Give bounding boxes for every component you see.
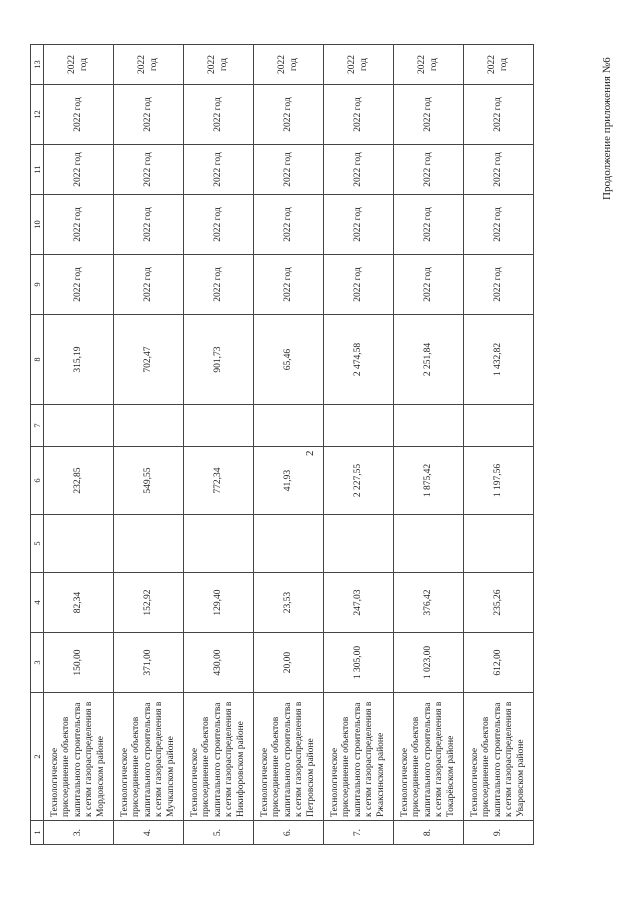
table-cell: 430,00 xyxy=(184,633,254,693)
table-cell: 2022 год xyxy=(464,45,534,85)
table-cell: 2022 год xyxy=(44,195,114,255)
table-cell: 2022 год xyxy=(184,145,254,195)
row-name-cell: Технологическое присоединение объектов капитального строительства к сетям газораспределения в Ржаксинском районе xyxy=(324,693,394,821)
table-cell: 2022 год xyxy=(184,195,254,255)
table-cell: 65,46 xyxy=(254,315,324,405)
row-name-cell: Технологическое присоединение объектов капитального строительства к сетям газораспределения в Петровском районе xyxy=(254,693,324,821)
row-number-cell: 8. xyxy=(394,821,464,845)
table-cell xyxy=(324,405,394,447)
table-cell: 549,55 xyxy=(114,447,184,515)
table-row xyxy=(254,45,324,845)
row-number-cell: 5. xyxy=(184,821,254,845)
table-cell: 2022 год xyxy=(254,45,324,85)
table-cell: 2022 год xyxy=(464,145,534,195)
column-number: 4 xyxy=(31,573,44,633)
table-cell: 1 432,82 xyxy=(464,315,534,405)
table-cell: 2 251,84 xyxy=(394,315,464,405)
table-cell: 2022 год xyxy=(324,145,394,195)
row-number-cell: 7. xyxy=(324,821,394,845)
column-number: 9 xyxy=(31,255,44,315)
table-cell xyxy=(394,515,464,573)
table-row xyxy=(44,45,114,845)
table-cell: 2022 год xyxy=(114,145,184,195)
table-cell: 2022 год xyxy=(394,255,464,315)
table-cell: 2022 год xyxy=(254,195,324,255)
table-cell xyxy=(324,515,394,573)
table-cell: 82,34 xyxy=(44,573,114,633)
table-cell: 2022 год xyxy=(254,145,324,195)
row-name-cell: Технологическое присоединение объектов капитального строительства к сетям газораспределения в Мучкапском районе xyxy=(114,693,184,821)
column-number-row xyxy=(31,45,44,845)
column-number: 2 xyxy=(31,693,44,821)
row-name-cell: Технологическое присоединение объектов капитального строительства к сетям газораспределения в Никифоровском районе xyxy=(184,693,254,821)
table-cell: 2022 год xyxy=(324,255,394,315)
table-cell: 2022 год xyxy=(324,45,394,85)
row-number-cell: 6. xyxy=(254,821,324,845)
table-cell: 2022 год xyxy=(394,85,464,145)
appendix-title: Продолжение приложения №6 xyxy=(601,57,613,200)
table-cell: 772,34 xyxy=(184,447,254,515)
table-cell: 2 227,55 xyxy=(324,447,394,515)
table-cell: 23,53 xyxy=(254,573,324,633)
table-cell xyxy=(254,405,324,447)
table-cell xyxy=(464,515,534,573)
table-cell: 901,73 xyxy=(184,315,254,405)
table-row xyxy=(324,45,394,845)
table-cell: 247,03 xyxy=(324,573,394,633)
table-cell: 612,00 xyxy=(464,633,534,693)
row-number-cell: 3. xyxy=(44,821,114,845)
row-name-cell: Технологическое присоединение объектов капитального строительства к сетям газораспределения в Токарёвском районе xyxy=(394,693,464,821)
column-number: 1 xyxy=(31,821,44,845)
table-cell: 2022 год xyxy=(114,85,184,145)
table-cell: 2022 год xyxy=(114,255,184,315)
row-name-cell: Технологическое присоединение объектов капитального строительства к сетям газораспределения в Мордовском районе xyxy=(44,693,114,821)
column-number: 6 xyxy=(31,447,44,515)
table-cell xyxy=(44,515,114,573)
table-row xyxy=(114,45,184,845)
document-table xyxy=(30,44,534,845)
table-cell xyxy=(184,515,254,573)
row-number-cell: 4. xyxy=(114,821,184,845)
table-cell xyxy=(394,405,464,447)
table-cell: 235,26 xyxy=(464,573,534,633)
table-cell xyxy=(44,405,114,447)
table-cell: 1 875,42 xyxy=(394,447,464,515)
table-cell: 2022 год xyxy=(394,45,464,85)
table-cell: 2022 год xyxy=(44,45,114,85)
column-number: 12 xyxy=(31,85,44,145)
table-cell: 2022 год xyxy=(44,145,114,195)
table-cell: 41,93 xyxy=(254,447,324,515)
column-number: 3 xyxy=(31,633,44,693)
document-table-container xyxy=(30,45,552,845)
table-cell: 2022 год xyxy=(44,255,114,315)
column-number: 7 xyxy=(31,405,44,447)
column-number: 10 xyxy=(31,195,44,255)
table-cell xyxy=(254,515,324,573)
table-cell: 702,47 xyxy=(114,315,184,405)
table-cell: 2022 год xyxy=(254,85,324,145)
table-cell xyxy=(114,405,184,447)
table-cell: 371,00 xyxy=(114,633,184,693)
table-cell xyxy=(184,405,254,447)
table-cell: 1 197,56 xyxy=(464,447,534,515)
table-cell: 2022 год xyxy=(114,45,184,85)
table-cell: 2022 год xyxy=(464,85,534,145)
table-cell: 2022 год xyxy=(464,195,534,255)
page-number: 2 xyxy=(304,450,316,456)
table-cell: 2022 год xyxy=(44,85,114,145)
table-row xyxy=(184,45,254,845)
table-cell: 150,00 xyxy=(44,633,114,693)
table-cell: 2 474,58 xyxy=(324,315,394,405)
table-cell: 2022 год xyxy=(184,85,254,145)
table-cell: 2022 год xyxy=(394,145,464,195)
table-cell: 1 305,00 xyxy=(324,633,394,693)
table-row xyxy=(464,45,534,845)
table-cell: 2022 год xyxy=(324,195,394,255)
table-cell xyxy=(114,515,184,573)
table-cell: 376,42 xyxy=(394,573,464,633)
table-cell: 2022 год xyxy=(324,85,394,145)
table-cell: 2022 год xyxy=(184,255,254,315)
row-name-cell: Технологическое присоединение объектов капитального строительства к сетям газораспределения в Уваровском районе xyxy=(464,693,534,821)
table-cell: 152,92 xyxy=(114,573,184,633)
table-cell: 129,40 xyxy=(184,573,254,633)
table-cell: 2022 год xyxy=(464,255,534,315)
column-number: 5 xyxy=(31,515,44,573)
row-number-cell: 9. xyxy=(464,821,534,845)
table-cell: 20,00 xyxy=(254,633,324,693)
table-cell: 2022 год xyxy=(394,195,464,255)
column-number: 11 xyxy=(31,145,44,195)
table-cell: 2022 год xyxy=(254,255,324,315)
table-cell: 232,85 xyxy=(44,447,114,515)
column-number: 13 xyxy=(31,45,44,85)
table-cell: 2022 год xyxy=(184,45,254,85)
table-cell: 1 023,00 xyxy=(394,633,464,693)
table-row xyxy=(394,45,464,845)
table-cell xyxy=(464,405,534,447)
table-cell: 2022 год xyxy=(114,195,184,255)
column-number: 8 xyxy=(31,315,44,405)
table-cell: 315,19 xyxy=(44,315,114,405)
